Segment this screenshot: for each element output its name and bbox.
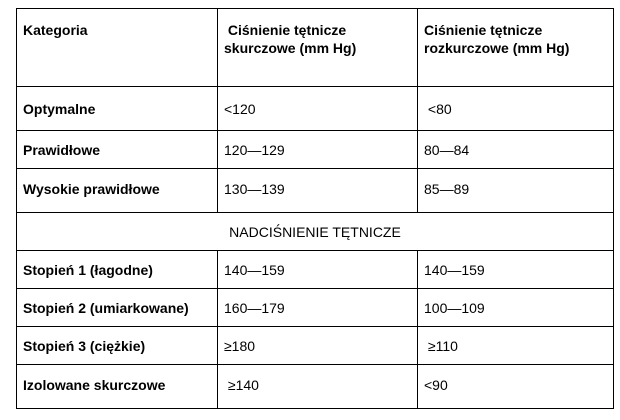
systolic-cell: ≥140: [218, 365, 418, 409]
table-row: [17, 169, 614, 213]
diastolic-cell: 85—89: [418, 169, 614, 213]
systolic-cell: 130—139: [218, 169, 418, 213]
section-title: NADCIŚNIENIE TĘTNICZE: [17, 213, 614, 251]
category-cell: Optymalne: [17, 87, 218, 131]
systolic-cell: ≥180: [218, 327, 418, 365]
table-row: [17, 365, 614, 409]
header-systolic: Ciśnienie tętnicze skurczowe (mm Hg): [218, 9, 418, 87]
table-row: [17, 251, 614, 289]
section-row: [17, 213, 614, 251]
diastolic-cell: ≥110: [418, 327, 614, 365]
diastolic-cell: 80—84: [418, 131, 614, 169]
header-row: [17, 9, 614, 87]
diastolic-cell: 140—159: [418, 251, 614, 289]
diastolic-cell: 100—109: [418, 289, 614, 327]
category-cell: Wysokie prawidłowe: [17, 169, 218, 213]
systolic-cell: 160—179: [218, 289, 418, 327]
diastolic-cell: <80: [418, 87, 614, 131]
category-cell: Izolowane skurczowe: [17, 365, 218, 409]
table-row: [17, 131, 614, 169]
table-row: [17, 87, 614, 131]
diastolic-cell: <90: [418, 365, 614, 409]
header-diastolic: Ciśnienie tętnicze rozkurczowe (mm Hg): [418, 9, 614, 87]
category-cell: Stopień 2 (umiarkowane): [17, 289, 218, 327]
blood-pressure-table: [16, 8, 614, 409]
systolic-cell: <120: [218, 87, 418, 131]
category-cell: Prawidłowe: [17, 131, 218, 169]
systolic-cell: 120—129: [218, 131, 418, 169]
systolic-cell: 140—159: [218, 251, 418, 289]
category-cell: Stopień 1 (łagodne): [17, 251, 218, 289]
header-category: Kategoria: [17, 9, 218, 87]
table-row: [17, 289, 614, 327]
table-row: [17, 327, 614, 365]
category-cell: Stopień 3 (ciężkie): [17, 327, 218, 365]
